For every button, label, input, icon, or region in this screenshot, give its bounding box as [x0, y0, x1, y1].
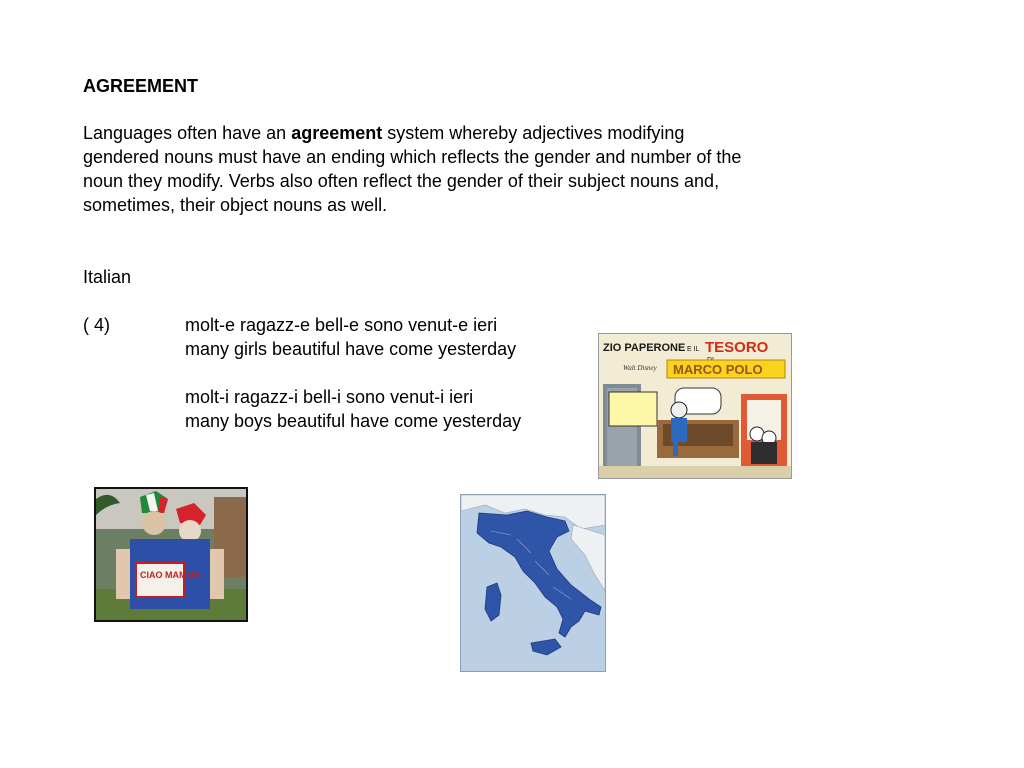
example-line-1: molt-e ragazz-e bell-e sono venut-e ieri: [185, 315, 498, 335]
photo-sign-text: CIAO MAMMA: [140, 570, 201, 580]
language-label: Italian: [83, 267, 132, 287]
example-line-2: molt-i ragazz-i bell-i sono venut-i ieri: [185, 387, 474, 407]
comic-cover-image: [598, 333, 792, 479]
paragraph-text-start: Languages often have an: [83, 123, 292, 143]
intro-paragraph: [83, 121, 743, 217]
example-gloss-2: many boys beautiful have come yesterday: [185, 411, 522, 431]
italy-map: [460, 494, 606, 672]
comic-brand: Walt Disney: [623, 364, 657, 372]
paragraph-text-end: system whereby adjectives modifying gendered nouns must have an ending which reflects the gender and number of the noun they modify. Verbs also often reflect the gender of their subject nouns and, sometimes, their object nouns as well.: [83, 123, 742, 215]
paragraph-bold-term: agreement: [291, 123, 383, 143]
comic-title-red: TESORO: [705, 339, 769, 356]
example-number: ( 4): [83, 315, 110, 335]
example-gloss-1: many girls beautiful have come yesterday: [185, 339, 517, 359]
comic-title-main: MARCO POLO: [673, 362, 763, 377]
comic-title-mid: E IL: [687, 346, 700, 353]
slide-title: AGREEMENT: [83, 76, 199, 96]
comic-title-left: ZIO PAPERONE: [603, 342, 686, 354]
fans-photo: [94, 487, 248, 622]
